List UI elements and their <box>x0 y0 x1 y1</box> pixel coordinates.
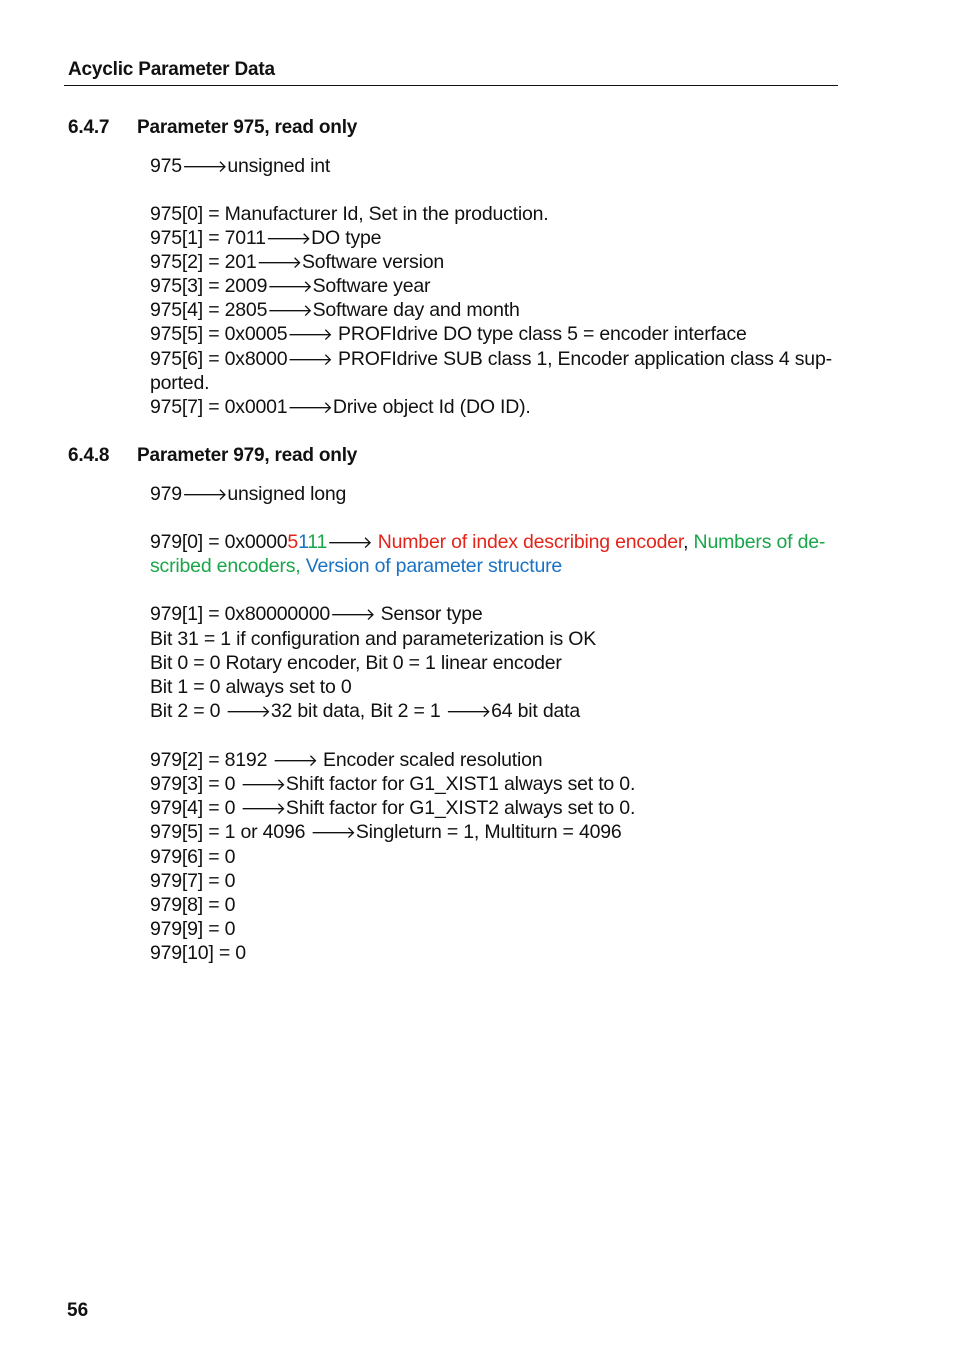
arrow-icon: 🡒 <box>256 253 302 273</box>
arrow-icon: 🡒 <box>181 157 228 177</box>
param-line: 979[3] = 0 🡒Shift factor for G1_XIST1 always set to 0. <box>150 773 636 795</box>
param-line-979-0: 979[0] = 0x00005111🡒 Number of index describing encoder, Numbers of de- <box>150 531 826 553</box>
param-line: 975[1] = 7011🡒DO type <box>150 227 382 249</box>
param-line: 979[5] = 1 or 4096 🡒Singleturn = 1, Multiturn = 4096 <box>150 821 622 843</box>
param-line: 975[3] = 2009🡒Software year <box>150 275 431 297</box>
param-line: 979[2] = 8192 🡒 Encoder scaled resolution <box>150 749 543 771</box>
param-line: 979[8] = 0 <box>150 894 236 916</box>
param-line: 975[6] = 0x8000🡒 PROFIdrive SUB class 1, Encoder application class 4 sup- <box>150 348 832 370</box>
arrow-icon: 🡒 <box>287 398 333 418</box>
param-line: 979[6] = 0 <box>150 846 236 868</box>
param-line: 979[7] = 0 <box>150 870 236 892</box>
arrow-icon: 🡒 <box>267 301 313 321</box>
bit-line: Bit 0 = 0 Rotary encoder, Bit 0 = 1 linear encoder <box>150 652 562 674</box>
param-line: ported. <box>150 372 210 394</box>
param-line: 975[4] = 2805🡒Software day and month <box>150 299 520 321</box>
arrow-icon: 🡒 <box>327 533 373 553</box>
arrow-icon: 🡒 <box>265 229 312 249</box>
section-number: 6.4.8 <box>68 445 110 466</box>
arrow-icon: 🡒 <box>240 775 286 795</box>
arrow-icon: 🡒 <box>287 325 333 345</box>
arrow-icon: 🡒 <box>330 605 376 625</box>
param-line: 975[5] = 0x0005🡒 PROFIdrive DO type class 5 = encoder interface <box>150 323 747 345</box>
arrow-icon: 🡒 <box>240 799 286 819</box>
param-line: 979[1] = 0x80000000🡒 Sensor type <box>150 603 483 625</box>
arrow-icon: 🡒 <box>445 702 492 722</box>
section-title: Parameter 975, read only <box>137 117 358 138</box>
section-number: 6.4.7 <box>68 117 110 138</box>
section-heading-975 <box>68 117 357 139</box>
param-line: 975[0] = Manufacturer Id, Set in the production. <box>150 203 549 225</box>
arrow-icon: 🡒 <box>267 277 313 297</box>
param-line: 975[2] = 201🡒Software version <box>150 251 444 273</box>
arrow-icon: 🡒 <box>225 702 271 722</box>
param-line: 979[10] = 0 <box>150 942 246 964</box>
bit-line: Bit 2 = 0 🡒32 bit data, Bit 2 = 1 🡒64 bit data <box>150 700 580 722</box>
param-line: 979[9] = 0 <box>150 918 236 940</box>
section-heading-979 <box>68 445 357 467</box>
header-title: Acyclic Parameter Data <box>68 59 275 80</box>
arrow-icon: 🡒 <box>272 751 318 771</box>
param-line: 979[4] = 0 🡒Shift factor for G1_XIST2 always set to 0. <box>150 797 636 819</box>
section-title: Parameter 979, read only <box>137 445 358 466</box>
bit-line: Bit 1 = 0 always set to 0 <box>150 676 352 698</box>
type-line-979: 979🡒unsigned long <box>150 483 347 505</box>
arrow-icon: 🡒 <box>310 823 356 843</box>
arrow-icon: 🡒 <box>287 350 333 370</box>
page-number: 56 <box>67 1300 89 1321</box>
bit-line: Bit 31 = 1 if configuration and parameterization is OK <box>150 628 597 650</box>
arrow-icon: 🡒 <box>181 485 228 505</box>
running-header <box>64 58 838 86</box>
param-line: 975[7] = 0x0001🡒Drive object Id (DO ID). <box>150 396 531 418</box>
param-line-979-0-cont: scribed encoders, Version of parameter structure <box>150 555 563 577</box>
type-line-975: 975🡒unsigned int <box>150 155 331 177</box>
